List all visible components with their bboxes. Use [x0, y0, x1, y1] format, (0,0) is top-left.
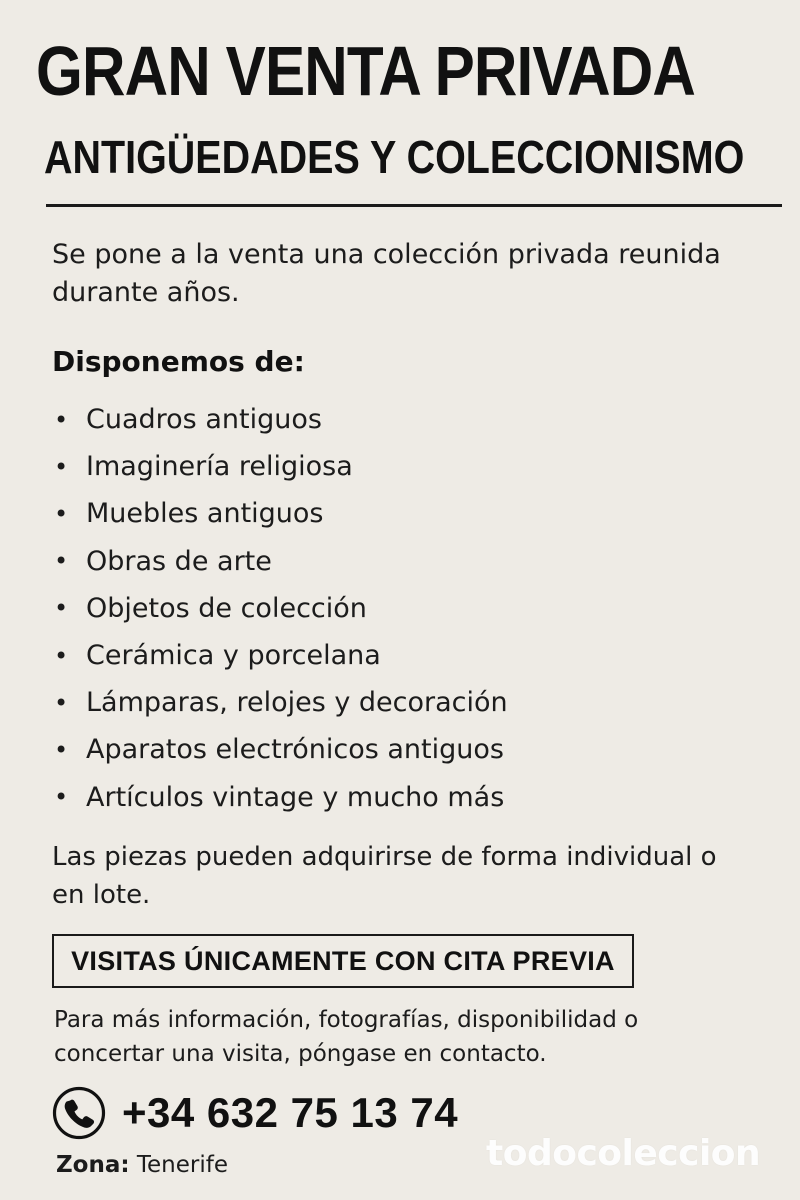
bullet: •: [54, 783, 69, 812]
appointment-notice-box: [52, 934, 634, 988]
list-item-label: Cuadros antiguos: [86, 404, 322, 436]
list-item: [52, 443, 508, 490]
bullet: •: [54, 641, 69, 670]
list-item-label: Objetos de colección: [86, 592, 367, 624]
phone-icon: [52, 1086, 106, 1140]
list-item: [52, 585, 508, 632]
list-heading: Disponemos de:: [52, 345, 305, 378]
list-item: [52, 774, 508, 821]
divider-line: [46, 204, 782, 207]
location-label: Zona:: [56, 1152, 130, 1178]
bullet: •: [54, 688, 69, 717]
list-item: [52, 490, 508, 537]
phone-contact[interactable]: [52, 1086, 458, 1140]
main-title: GRAN VENTA PRIVADA: [36, 32, 696, 110]
bullet: •: [54, 405, 69, 434]
intro-text: Se pone a la venta una colección privada reunida durante años.: [52, 239, 721, 308]
list-item: [52, 726, 508, 773]
watermark-logo: todocoleccion: [486, 1133, 761, 1174]
list-item-label: Artículos vintage y mucho más: [86, 781, 505, 813]
appointment-notice-text: VISITAS ÚNICAMENTE CON CITA PREVIA: [71, 945, 615, 976]
list-item: [52, 538, 508, 585]
location-line: [56, 1152, 228, 1178]
location-value: Tenerife: [136, 1152, 229, 1178]
bullet: •: [54, 547, 69, 576]
closing-text: Las piezas pueden adquirirse de forma individual o en lote.: [52, 842, 717, 910]
bullet: •: [54, 594, 69, 623]
list-item-label: Lámparas, relojes y decoración: [86, 687, 508, 719]
list-item-label: Cerámica y porcelana: [86, 640, 381, 672]
phone-number: +34 632 75 13 74: [122, 1089, 459, 1136]
bullet: •: [54, 735, 69, 764]
subtitle: ANTIGÜEDADES Y COLECCIONISMO: [44, 131, 745, 183]
items-list: [52, 396, 508, 821]
contact-text: Para más información, fotografías, disponibilidad o concertar una visita, póngase en contacto.: [54, 1007, 639, 1067]
list-item-label: Obras de arte: [86, 545, 272, 577]
list-item-label: Aparatos electrónicos antiguos: [86, 734, 504, 766]
bullet: •: [54, 499, 69, 528]
list-item: [52, 632, 508, 679]
list-item: [52, 396, 508, 443]
bullet: •: [54, 452, 69, 481]
list-item-label: Imaginería religiosa: [86, 451, 353, 483]
list-item-label: Muebles antiguos: [86, 498, 324, 530]
list-item: [52, 679, 508, 726]
